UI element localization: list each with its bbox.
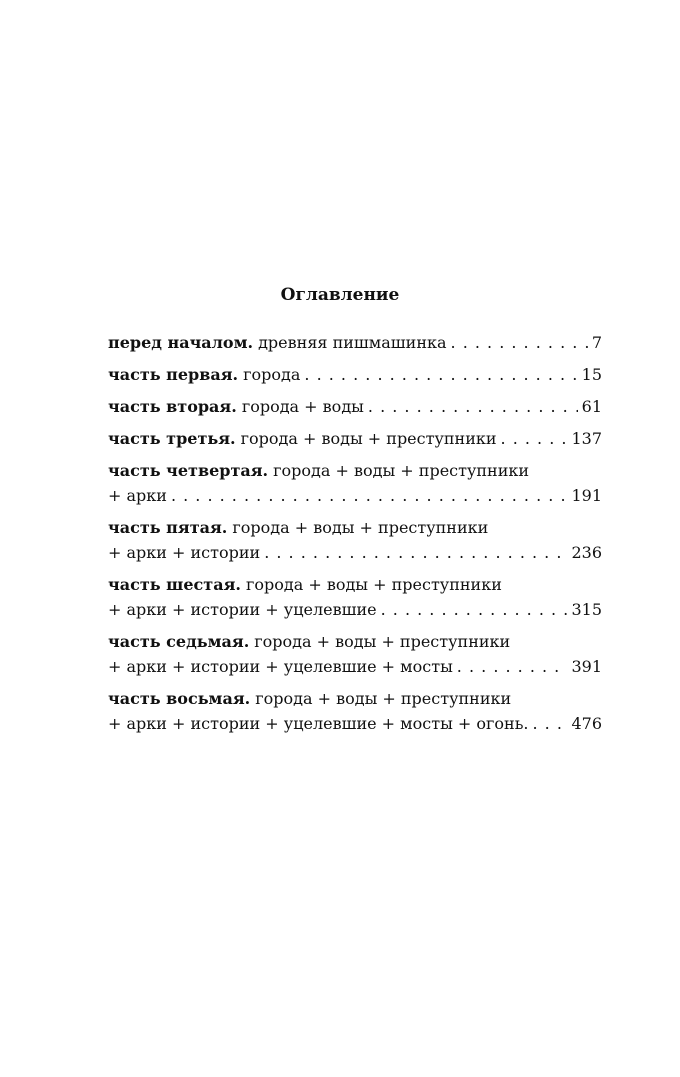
toc-entry bbox=[108, 362, 602, 387]
toc-entry bbox=[108, 394, 602, 419]
toc-entry-line bbox=[108, 540, 602, 565]
toc-entry-line bbox=[108, 483, 602, 508]
toc-part-label: часть седьмая. bbox=[108, 632, 250, 651]
toc-part-label: часть четвертая. bbox=[108, 461, 269, 480]
toc-entry-line bbox=[108, 686, 602, 711]
toc-entry bbox=[108, 458, 602, 508]
toc-entry-title-continued: + арки + истории + уцелевшие bbox=[108, 600, 377, 619]
toc-entry-title: города + воды + преступники bbox=[240, 429, 497, 448]
toc-page-number: 137 bbox=[571, 429, 602, 448]
toc-part-label: часть вторая. bbox=[108, 397, 237, 416]
toc-entry-title: древняя пишмашинка bbox=[258, 333, 447, 352]
toc-page-number: 15 bbox=[581, 365, 602, 384]
toc-entry-line bbox=[108, 458, 602, 483]
toc-entry bbox=[108, 426, 602, 451]
toc-entry-title: города + воды + преступники bbox=[254, 632, 511, 651]
dot-leader bbox=[532, 711, 567, 736]
toc-entry-line bbox=[108, 426, 602, 451]
toc-entry-title: города + воды + преступники bbox=[255, 689, 512, 708]
toc-entry-title: города + воды + преступники bbox=[232, 518, 489, 537]
toc-entry-line bbox=[108, 597, 602, 622]
toc-entry-title-continued: + арки + истории + уцелевшие + мосты bbox=[108, 657, 453, 676]
toc-entry bbox=[108, 686, 602, 736]
toc-page-number: 476 bbox=[571, 714, 602, 733]
toc-part-label: часть восьмая. bbox=[108, 689, 251, 708]
toc-title: Оглавление bbox=[280, 285, 400, 305]
toc-entry-title: города + воды + преступники bbox=[245, 575, 502, 594]
dot-leader bbox=[368, 394, 578, 419]
toc-part-label: часть пятая. bbox=[108, 518, 228, 537]
toc-entry-line bbox=[108, 362, 602, 387]
toc-entry-title-continued: + арки + истории + уцелевшие + мосты + огонь. bbox=[108, 714, 529, 733]
dot-leader bbox=[264, 540, 567, 565]
toc-entry-line bbox=[108, 654, 602, 679]
toc-entry-title-continued: + арки bbox=[108, 486, 167, 505]
toc-entry bbox=[108, 629, 602, 679]
toc-entry-title-continued: + арки + истории bbox=[108, 543, 261, 562]
toc-entry bbox=[108, 515, 602, 565]
toc-page-number: 391 bbox=[571, 657, 602, 676]
toc-entry-line bbox=[108, 629, 602, 654]
toc-page-number: 315 bbox=[571, 600, 602, 619]
toc-entry-line bbox=[108, 330, 602, 355]
toc-entry-line bbox=[108, 515, 602, 540]
toc-entry bbox=[108, 572, 602, 622]
toc-entry-line bbox=[108, 394, 602, 419]
dot-leader bbox=[457, 654, 568, 679]
toc-entry-title: города + воды bbox=[241, 397, 364, 416]
toc-page-number: 7 bbox=[591, 333, 602, 352]
dot-leader bbox=[501, 426, 568, 451]
toc-entry bbox=[108, 330, 602, 355]
toc-entry-line bbox=[108, 572, 602, 597]
toc-part-label: часть третья. bbox=[108, 429, 236, 448]
toc-part-label: часть первая. bbox=[108, 365, 239, 384]
dot-leader bbox=[304, 362, 577, 387]
toc-part-label: перед началом. bbox=[108, 333, 254, 352]
toc-entry-title: города bbox=[243, 365, 301, 384]
toc-page-number: 61 bbox=[581, 397, 602, 416]
table-of-contents bbox=[108, 330, 602, 743]
toc-page-number: 191 bbox=[571, 486, 602, 505]
toc-page-number: 236 bbox=[571, 543, 602, 562]
dot-leader bbox=[381, 597, 568, 622]
dot-leader bbox=[171, 483, 568, 508]
toc-entry-line bbox=[108, 711, 602, 736]
toc-part-label: часть шестая. bbox=[108, 575, 241, 594]
toc-entry-title: города + воды + преступники bbox=[273, 461, 530, 480]
dot-leader bbox=[451, 330, 588, 355]
